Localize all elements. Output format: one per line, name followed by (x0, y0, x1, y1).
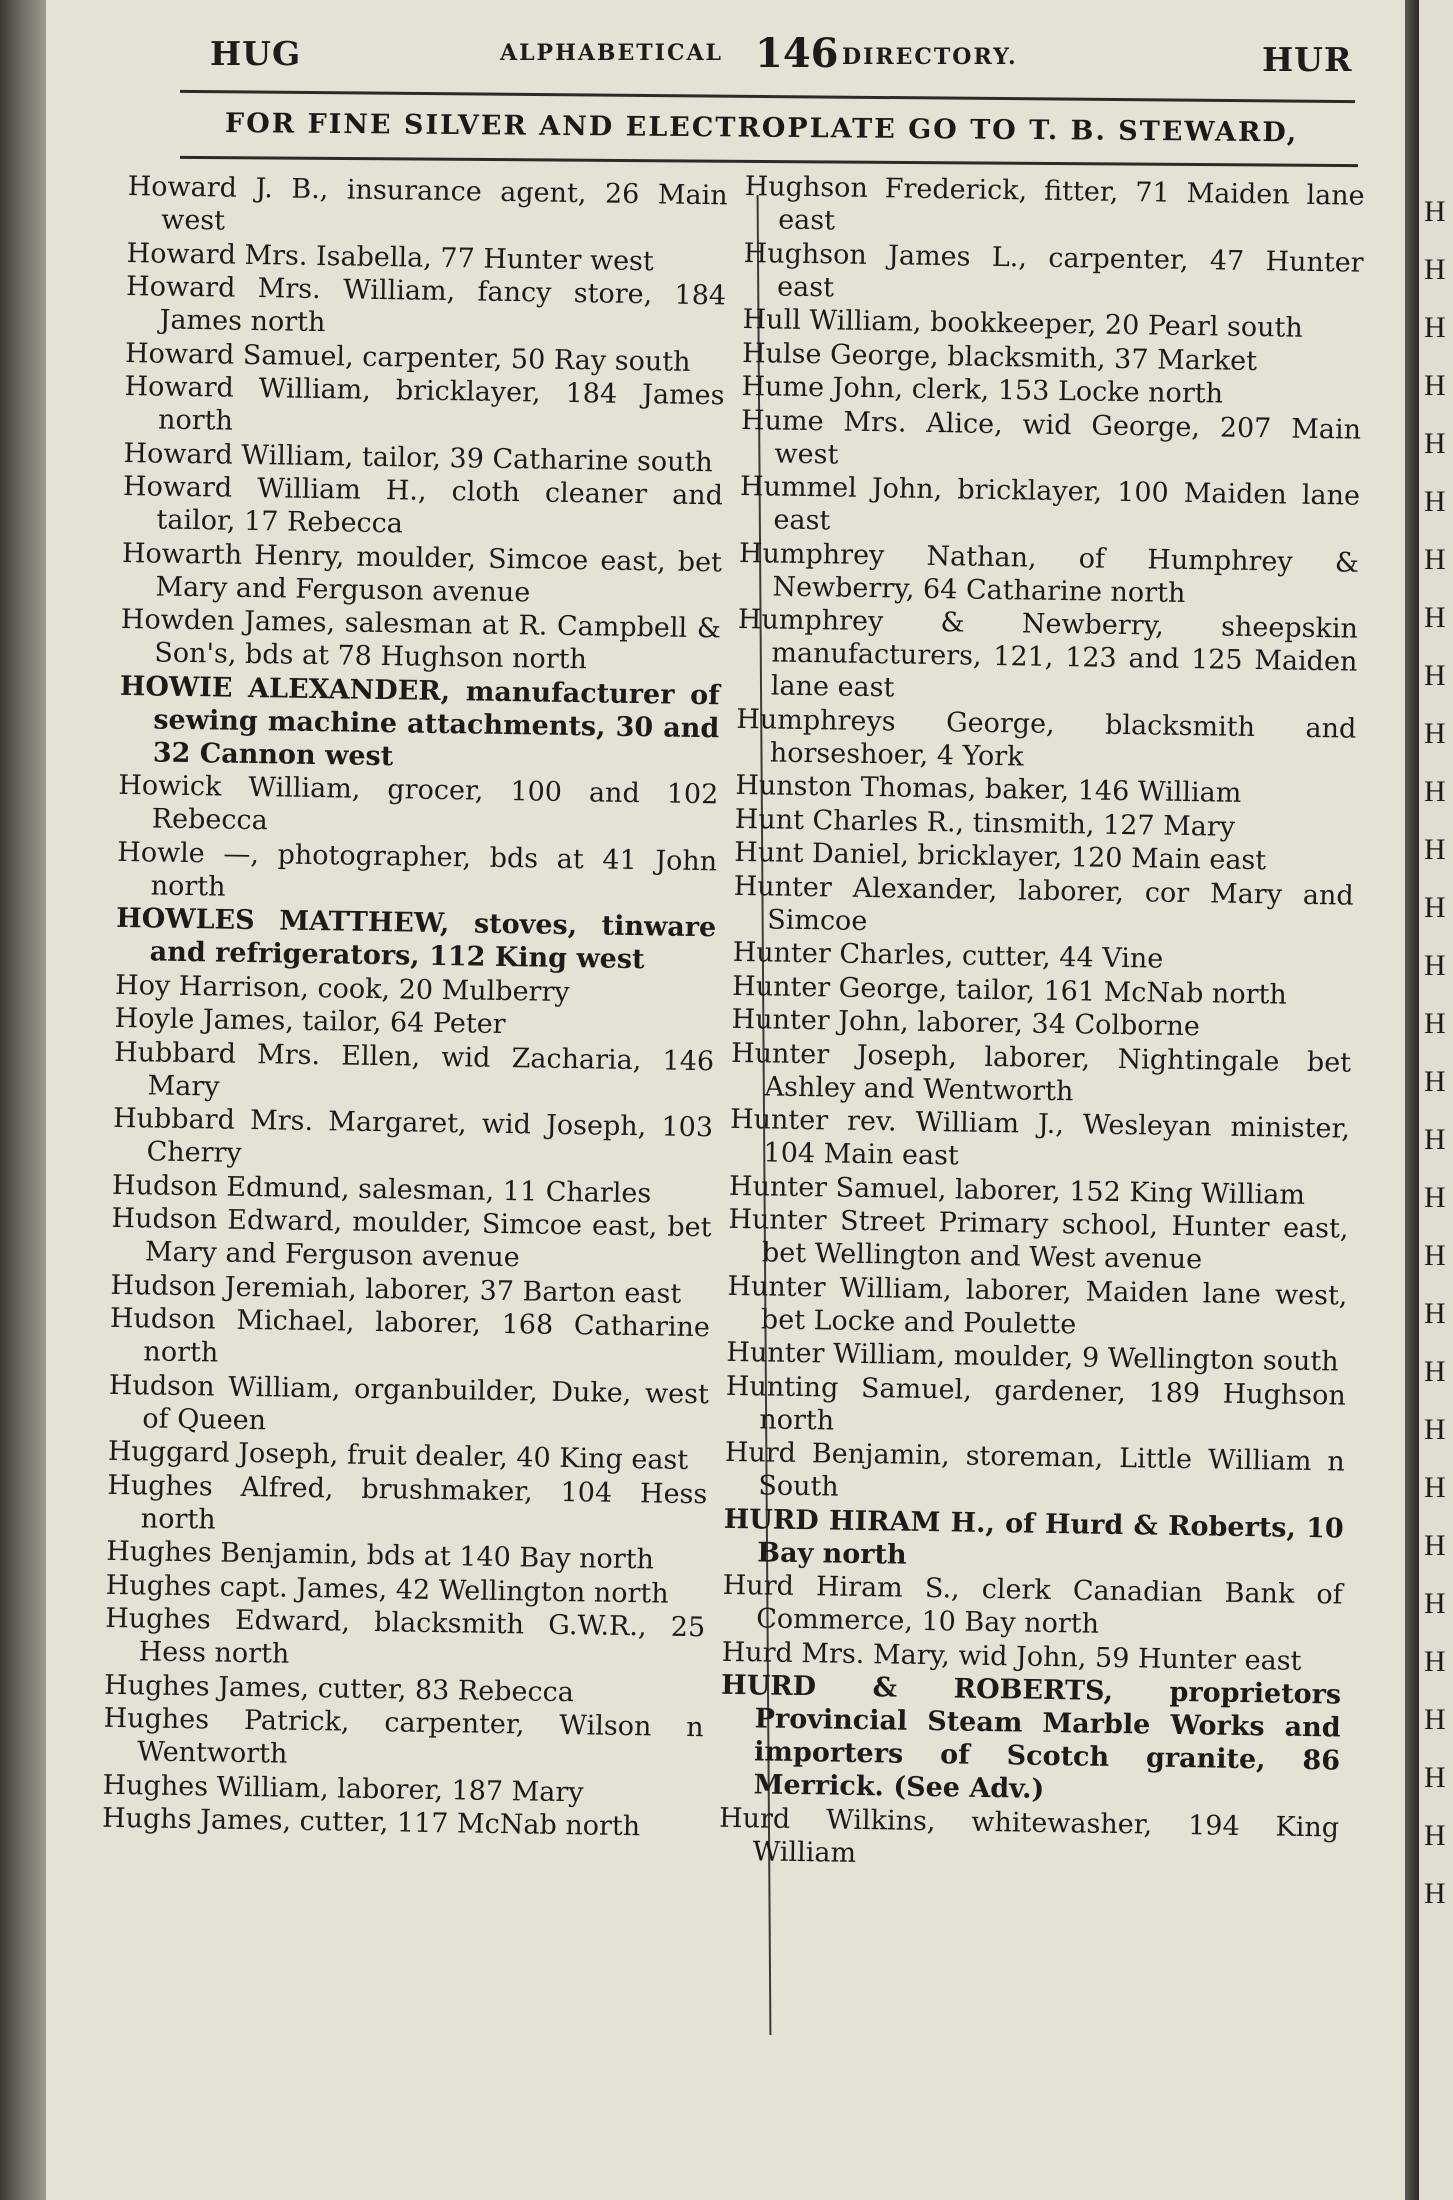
directory-entry: Hulse George, blacksmith, 37 Market (741, 337, 1258, 377)
directory-entry: Hurd Wilkins, whitewasher, 194 King William (718, 1802, 1340, 1869)
adjacent-page-letter: H (1424, 1007, 1446, 1040)
adjacent-page-letter: H (1424, 1355, 1446, 1388)
directory-entry: Hunt Daniel, bricklayer, 120 Main east (734, 836, 1267, 877)
banner-rule (180, 156, 1358, 167)
directory-entry: Howard William, bricklayer, 184 James north (124, 370, 725, 437)
adjacent-page-letter: H (1424, 891, 1446, 924)
directory-entry: Hume Mrs. Alice, wid George, 207 Main west (740, 404, 1362, 470)
directory-entry: Hunston Thomas, baker, 146 William (735, 769, 1242, 809)
directory-entry: Hughes William, laborer, 187 Mary (102, 1769, 584, 1808)
adjacent-page-letter: H (1424, 1529, 1446, 1562)
directory-entry: Hunter Charles, cutter, 44 Vine (732, 936, 1164, 975)
directory-entry: Hunter William, laborer, Maiden lane west, bet Locke and Poulette (727, 1270, 1348, 1340)
directory-entry: Howle —, photographer, bds at 41 John north (117, 836, 718, 903)
directory-entry: Hudson Edmund, salesman, 11 Charles (111, 1169, 652, 1209)
adjacent-page-letter: H (1424, 601, 1446, 634)
adjacent-page-letter: H (1424, 1819, 1446, 1852)
directory-entry: HOWLES MATTHEW, stoves, tinware and refrigerators, 112 King west (115, 902, 717, 976)
adjacent-page-letter: H (1424, 311, 1446, 344)
directory-entry: Howard Mrs. William, fancy store, 184 James north (125, 270, 727, 339)
directory-entry: Hubbard Mrs. Margaret, wid Joseph, 103 Cherry (112, 1102, 714, 1169)
adjacent-page-letter: H (1424, 1877, 1446, 1910)
directory-entry: Howden James, salesman at R. Campbell & Son's, bds at 78 Hughson north (120, 603, 722, 676)
directory-entry: Hughes Alfred, brushmaker, 104 Hess north (107, 1469, 708, 1536)
directory-entry: Hunter George, tailor, 161 McNab north (731, 970, 1287, 1011)
adjacent-page-letter: H (1424, 369, 1446, 402)
directory-entry: Hughes capt. James, 42 Wellington north (105, 1569, 669, 1610)
directory-entry: Hunter Samuel, laborer, 152 King William (728, 1170, 1306, 1211)
page-number: 146 (755, 30, 839, 77)
directory-entry: Howard J. B., insurance agent, 26 Main west (127, 170, 728, 237)
header-title-left: ALPHABETICAL (500, 40, 724, 66)
directory-entry: Hughs James, cutter, 117 McNab north (101, 1802, 641, 1843)
directory-entry: HURD HIRAM H., of Hurd & Roberts, 10 Bay north (723, 1503, 1344, 1571)
book-spine-shadow (0, 0, 46, 2200)
directory-entry: Hunter John, laborer, 34 Colborne (731, 1003, 1201, 1043)
advertisement-banner: FOR FINE SILVER AND ELECTROPLATE GO TO T. B. STEWARD, (224, 108, 1299, 149)
directory-entry: Hume John, clerk, 153 Locke north (741, 370, 1224, 410)
directory-entry: Hughson James L., carpenter, 47 Hunter east (743, 237, 1364, 303)
directory-entry: HURD & ROBERTS, proprietors Provincial Steam Marble Works and importers of Scotch granite, 86 Merrick. (See Adv.) (720, 1669, 1342, 1805)
page-gutter (1405, 0, 1419, 2200)
adjacent-page-letter: H (1424, 253, 1446, 286)
directory-entry: Hughes Patrick, carpenter, Wilson n Wentworth (103, 1702, 704, 1770)
directory-entry: HOWIE ALEXANDER, manufacturer of sewing machine attachments, 30 and 32 Cannon west (119, 670, 721, 772)
directory-entry: Hudson Edward, moulder, Simcoe east, bet Mary and Ferguson avenue (111, 1202, 712, 1274)
header-title-right: DIRECTORY. (842, 44, 1018, 70)
right-guide-word: HUR (1262, 40, 1353, 79)
adjacent-page-letter: H (1424, 1645, 1446, 1678)
directory-entry: Hudson Michael, laborer, 168 Catharine north (109, 1302, 711, 1369)
directory-entry: Hull William, bookkeeper, 20 Pearl south (742, 303, 1303, 344)
directory-entry: Hurd Mrs. Mary, wid John, 59 Hunter east (721, 1636, 1302, 1677)
directory-entry: Hunter rev. William J., Wesleyan minister, 104 Main east (729, 1103, 1351, 1172)
directory-entry: Hughes Benjamin, bds at 140 Bay north (106, 1535, 655, 1576)
adjacent-page-letter: H (1424, 1297, 1446, 1330)
adjacent-page-letter: H (1424, 659, 1446, 692)
directory-entry: Howard Samuel, carpenter, 50 Ray south (124, 337, 691, 378)
directory-entry: Hunter Street Primary school, Hunter east, bet Wellington and West avenue (728, 1203, 1349, 1276)
adjacent-page-letter: H (1424, 1761, 1446, 1794)
adjacent-page-letter: H (1424, 427, 1446, 460)
adjacent-page-letter: H (1424, 1065, 1446, 1098)
directory-entry: Hunt Charles R., tinsmith, 127 Mary (734, 803, 1236, 843)
left-guide-word: HUG (210, 34, 302, 73)
running-header (210, 30, 1355, 90)
directory-entry: Hunting Samuel, gardener, 189 Hughson north (725, 1370, 1347, 1437)
directory-entry: Hughes James, cutter, 83 Rebecca (103, 1669, 575, 1708)
adjacent-page-letter: H (1424, 1413, 1446, 1446)
directory-entry: Hubbard Mrs. Ellen, wid Zacharia, 146 Mary (113, 1036, 715, 1103)
directory-entry: Howard William H., cloth cleaner and tailor, 17 Rebecca (122, 470, 724, 540)
adjacent-page-letter: H (1424, 543, 1446, 576)
directory-entry: Hudson William, organbuilder, Duke, west of Queen (108, 1369, 710, 1436)
directory-entry: Hoy Harrison, cook, 20 Mulberry (114, 969, 570, 1008)
directory-entry: Hoyle James, tailor, 64 Peter (114, 1002, 506, 1041)
adjacent-page-letter: H (1424, 195, 1446, 228)
directory-entry: Hunter Alexander, laborer, cor Mary and Simcoe (733, 870, 1354, 937)
directory-entry: Hunter William, moulder, 9 Wellington south (726, 1336, 1339, 1378)
directory-entry: Howard William, tailor, 39 Catharine south (123, 437, 714, 478)
directory-entry: Humphrey & Newberry, sheepskin manufacturers, 121, 123 and 125 Maiden lane east (737, 603, 1359, 704)
adjacent-page-letter: H (1424, 1181, 1446, 1214)
adjacent-page-letter: H (1424, 775, 1446, 808)
adjacent-page-letter: H (1424, 949, 1446, 982)
directory-entry: Hudson Jeremiah, laborer, 37 Barton east (110, 1269, 682, 1310)
directory-entry: Howick William, grocer, 100 and 102 Rebecca (118, 769, 719, 837)
adjacent-page-letter: H (1424, 485, 1446, 518)
adjacent-page-letter: H (1424, 1587, 1446, 1620)
directory-entry: Huggard Joseph, fruit dealer, 40 King east (107, 1435, 689, 1476)
left-column (102, 170, 728, 1845)
directory-entry: Humphreys George, blacksmith and horseshoer, 4 York (736, 703, 1357, 772)
directory-entry: Hurd Hiram S., clerk Canadian Bank of Commerce, 10 Bay north (722, 1569, 1343, 1640)
adjacent-page-letter: H (1424, 1471, 1446, 1504)
directory-entry: Hughes Edward, blacksmith G.W.R., 25 Hess north (105, 1602, 706, 1670)
right-column (718, 170, 1365, 1878)
directory-entry: Hunter Joseph, laborer, Nightingale bet Ashley and Wentworth (730, 1037, 1352, 1107)
directory-entry: Howarth Henry, moulder, Simcoe east, bet Mary and Ferguson avenue (121, 537, 723, 608)
directory-entry: Howard Mrs. Isabella, 77 Hunter west (126, 237, 655, 277)
adjacent-page-letter: H (1424, 1239, 1446, 1272)
directory-entry: Humphrey Nathan, of Humphrey & Newberry, 64 Catharine north (738, 537, 1360, 609)
directory-entry: Hummel John, bricklayer, 100 Maiden lane east (739, 470, 1361, 537)
adjacent-page-letter: H (1424, 717, 1446, 750)
adjacent-page-letter: H (1424, 833, 1446, 866)
directory-entry: Hurd Benjamin, storeman, Little William n South (724, 1436, 1346, 1503)
header-rule (180, 90, 1355, 103)
adjacent-page-letter: H (1424, 1703, 1446, 1736)
adjacent-page-letter: H (1424, 1123, 1446, 1156)
directory-entry: Hughson Frederick, fitter, 71 Maiden lane east (744, 170, 1365, 237)
